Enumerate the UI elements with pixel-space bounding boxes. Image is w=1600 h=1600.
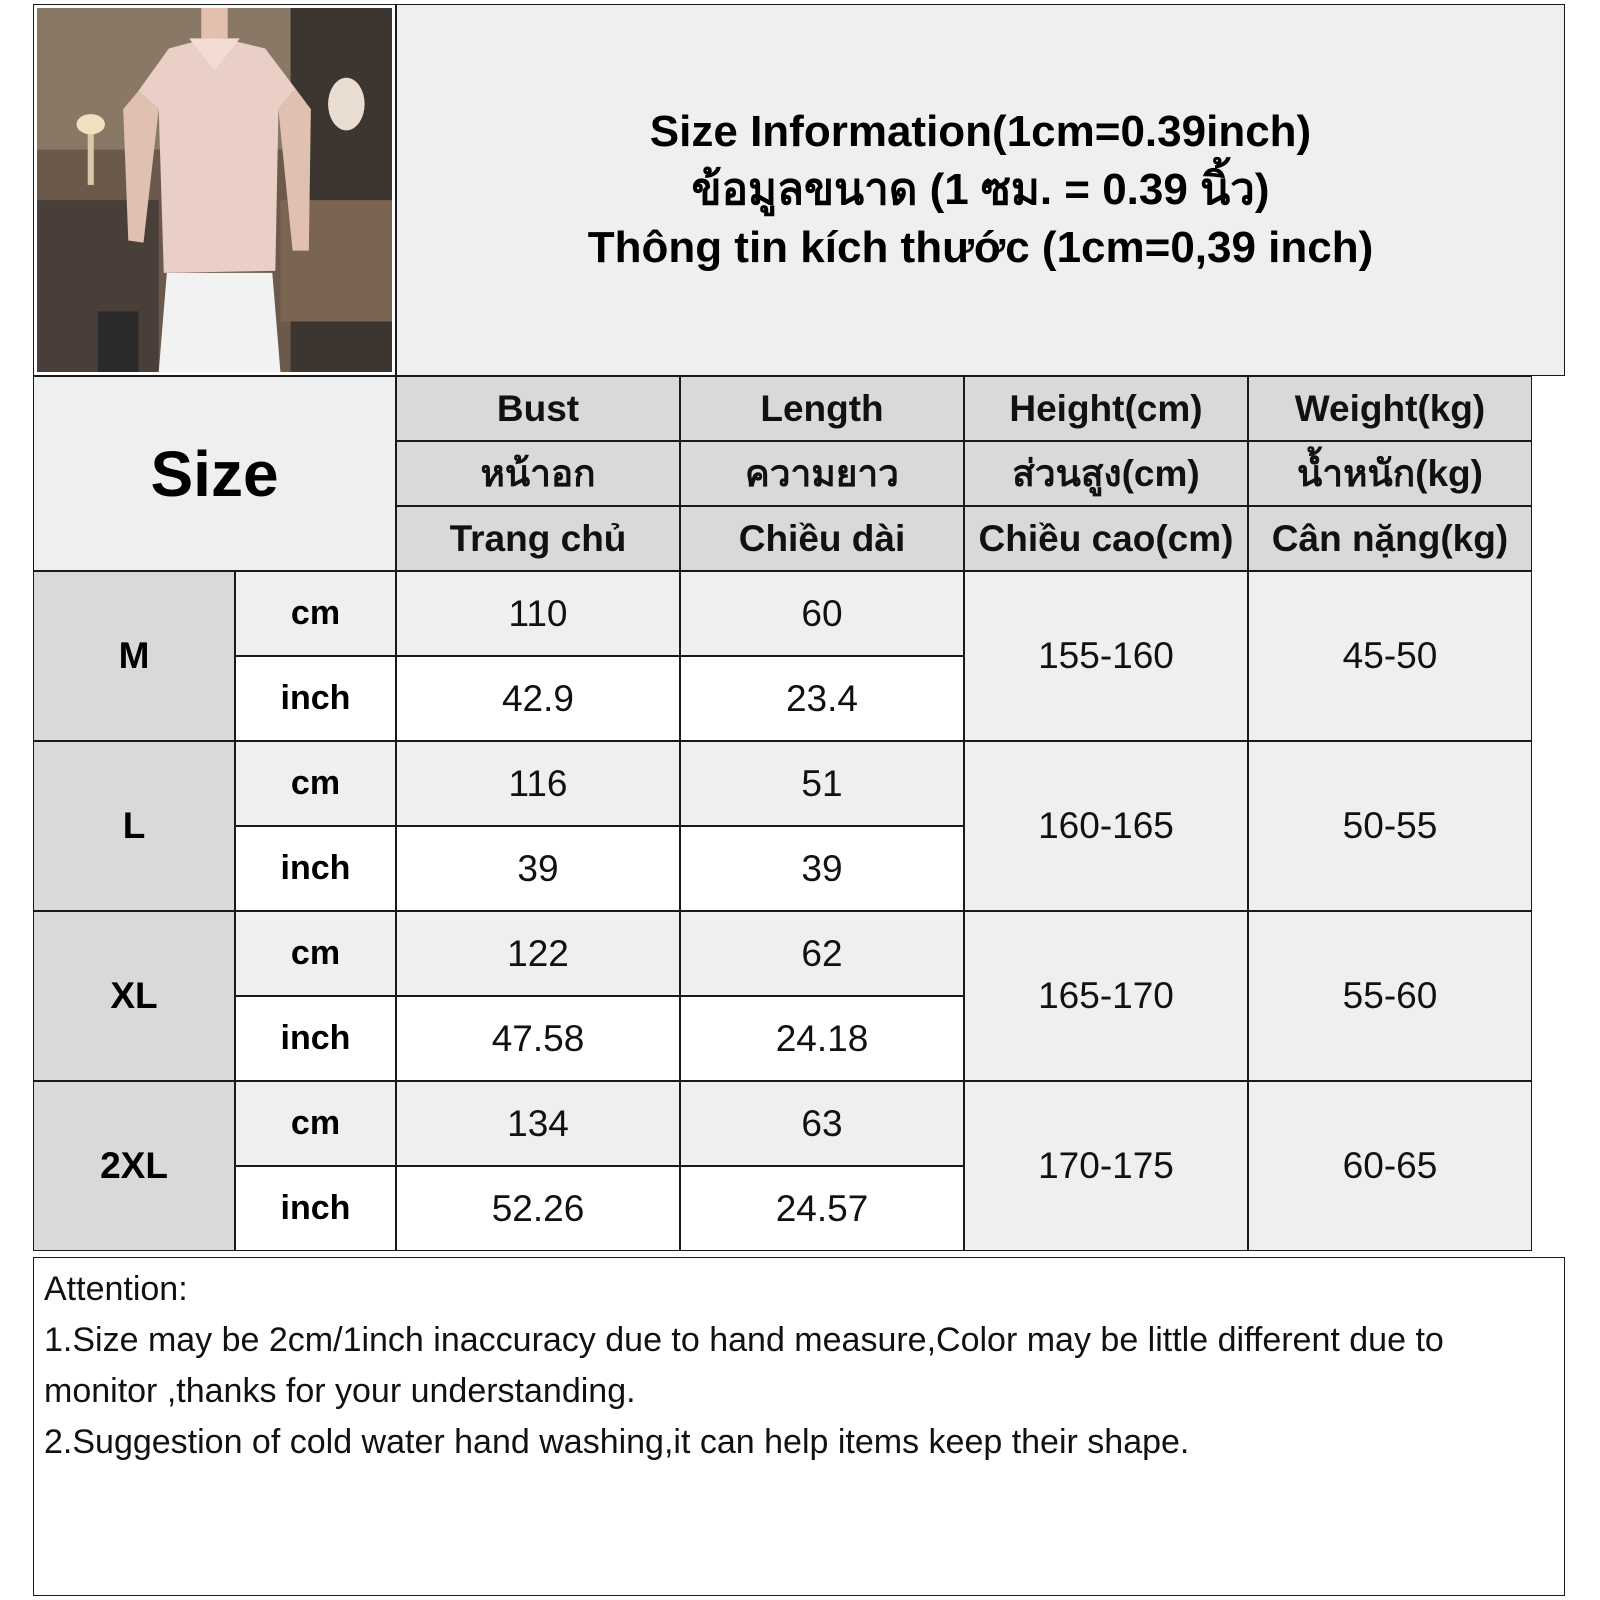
unit-label-inch: inch bbox=[235, 996, 396, 1081]
height-header-en: Height(cm) bbox=[964, 376, 1248, 441]
bust-inch-l: 39 bbox=[396, 826, 680, 911]
weight-header-vi: Cân nặng(kg) bbox=[1248, 506, 1532, 571]
size-information-title bbox=[396, 4, 1565, 376]
length-inch-2xl: 24.57 bbox=[680, 1166, 964, 1251]
length-header-th: ความยาว bbox=[680, 441, 964, 506]
attention-notes bbox=[33, 1257, 1565, 1596]
length-inch-m: 23.4 bbox=[680, 656, 964, 741]
size-header: Size bbox=[33, 376, 396, 571]
length-cm-l: 51 bbox=[680, 741, 964, 826]
height-range-xl: 165-170 bbox=[964, 911, 1248, 1081]
unit-label-inch: inch bbox=[235, 656, 396, 741]
bust-cm-xl: 122 bbox=[396, 911, 680, 996]
bust-inch-m: 42.9 bbox=[396, 656, 680, 741]
size-label-xl: XL bbox=[33, 911, 235, 1081]
bust-cm-m: 110 bbox=[396, 571, 680, 656]
length-cm-xl: 62 bbox=[680, 911, 964, 996]
unit-label-cm: cm bbox=[235, 571, 396, 656]
weight-range-xl: 55-60 bbox=[1248, 911, 1532, 1081]
attention-note-2: 2.Suggestion of cold water hand washing,it can help items keep their shape. bbox=[44, 1423, 1190, 1461]
unit-label-cm: cm bbox=[235, 911, 396, 996]
length-inch-xl: 24.18 bbox=[680, 996, 964, 1081]
length-header-en: Length bbox=[680, 376, 964, 441]
bust-header-th: หน้าอก bbox=[396, 441, 680, 506]
length-inch-l: 39 bbox=[680, 826, 964, 911]
title-line-vietnamese: Thông tin kích thước (1cm=0,39 inch) bbox=[587, 223, 1374, 273]
bust-header-vi: Trang chủ bbox=[396, 506, 680, 571]
size-chart bbox=[33, 4, 1565, 1596]
height-range-2xl: 170-175 bbox=[964, 1081, 1248, 1251]
height-header-th: ส่วนสูง(cm) bbox=[964, 441, 1248, 506]
length-cm-2xl: 63 bbox=[680, 1081, 964, 1166]
bust-cm-2xl: 134 bbox=[396, 1081, 680, 1166]
bust-inch-2xl: 52.26 bbox=[396, 1166, 680, 1251]
weight-header-en: Weight(kg) bbox=[1248, 376, 1532, 441]
height-range-m: 155-160 bbox=[964, 571, 1248, 741]
unit-label-inch: inch bbox=[235, 826, 396, 911]
length-cm-m: 60 bbox=[680, 571, 964, 656]
bust-inch-xl: 47.58 bbox=[396, 996, 680, 1081]
length-header-vi: Chiều dài bbox=[680, 506, 964, 571]
title-line-thai: ข้อมูลขนาด (1 ซม. = 0.39 นิ้ว) bbox=[691, 164, 1270, 214]
weight-range-l: 50-55 bbox=[1248, 741, 1532, 911]
bust-cm-l: 116 bbox=[396, 741, 680, 826]
height-range-l: 160-165 bbox=[964, 741, 1248, 911]
title-line-english: Size Information(1cm=0.39inch) bbox=[649, 106, 1312, 156]
attention-note-1: 1.Size may be 2cm/1inch inaccuracy due to hand measure,Color may be little different due to monitor ,thanks for your understanding. bbox=[44, 1321, 1444, 1410]
weight-header-th: น้ำหนัก(kg) bbox=[1248, 441, 1532, 506]
size-label-l: L bbox=[33, 741, 235, 911]
height-header-vi: Chiều cao(cm) bbox=[964, 506, 1248, 571]
bust-header-en: Bust bbox=[396, 376, 680, 441]
unit-label-inch: inch bbox=[235, 1166, 396, 1251]
product-photo-image bbox=[37, 8, 392, 372]
unit-label-cm: cm bbox=[235, 741, 396, 826]
size-label-2xl: 2XL bbox=[33, 1081, 235, 1251]
weight-range-m: 45-50 bbox=[1248, 571, 1532, 741]
unit-label-cm: cm bbox=[235, 1081, 396, 1166]
attention-heading: Attention: bbox=[44, 1270, 188, 1308]
weight-range-2xl: 60-65 bbox=[1248, 1081, 1532, 1251]
size-label-m: M bbox=[33, 571, 235, 741]
product-photo bbox=[33, 4, 396, 376]
